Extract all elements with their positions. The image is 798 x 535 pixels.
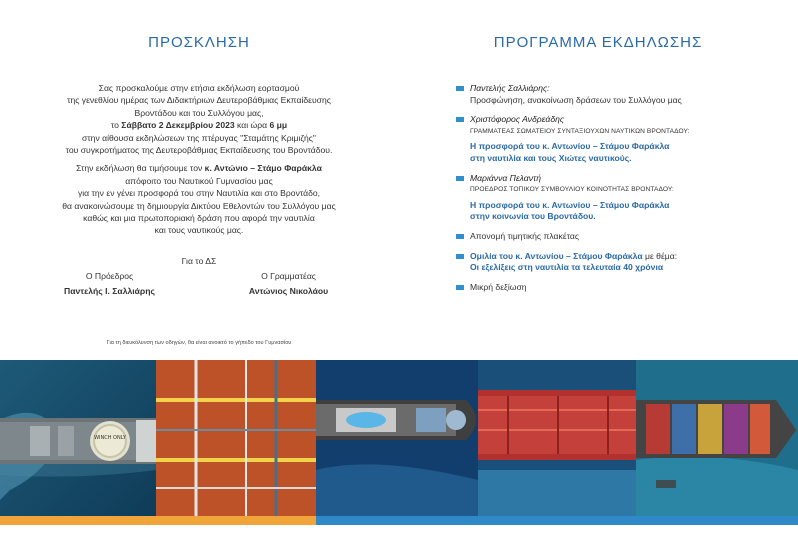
- bullet-icon: [456, 285, 464, 290]
- invitation-text: [20, 82, 378, 237]
- ship-photo-tanker-red: [478, 360, 636, 516]
- speaker-name: Παντελής Σαλλιάρης:: [470, 83, 550, 93]
- invitation-line: για την εν γένει προσφορά του στην Ναυτιλία και στο Βροντάδο,: [77, 188, 321, 199]
- talk-topic: στη ναυτιλία και τους Χιώτες ναυτικούς.: [470, 152, 632, 163]
- parking-note: Για τη διευκόλυνση των οδηγών, θα είναι ανοικτό το γήπεδο του Γυμνασίου: [106, 340, 292, 346]
- speaker-role: ΓΡΑΜΜΑΤΕΑΣ ΣΩΜΑΤΕΙΟΥ ΣΥΝΤΑΞΙΟΥΧΩΝ ΝΑΥΤΙΚΩΝ ΒΡΟΝΤΑΔΟΥ:: [470, 127, 690, 135]
- secretary-title: Ο Γραμματέας: [261, 271, 316, 281]
- invitation-line: απόφοιτο του Ναυτικού Γυμνασίου μας: [125, 175, 273, 186]
- talk-topic: στην κοινωνία του Βροντάδου.: [470, 211, 596, 222]
- bullet-icon: [456, 234, 464, 239]
- signature-names: [20, 284, 378, 299]
- speech-line: [470, 251, 786, 263]
- speaker-name: Χριστόφορος Ανδρεάδης: [470, 114, 565, 125]
- program-item: [456, 114, 786, 164]
- winch-mark-text: WINCH ONLY: [94, 435, 126, 441]
- secretary-name: Αντώνιος Νικολάου: [248, 286, 329, 296]
- invitation-line: και τους ναυτικούς μας.: [154, 225, 244, 236]
- invitation-line: του συγκροτήματος της Δευτεροβάθμιας Εκπαίδευσης του Βροντάδου.: [65, 145, 333, 156]
- program-item: [456, 251, 786, 274]
- invitation-line: θα ανακοινώσουμε τη δημιουργία Δικτύου Εθελοντών του Συλλόγου μας: [62, 200, 336, 211]
- ship-photo-container: [636, 360, 798, 516]
- text-fragment: Στην εκδήλωση θα τιμήσουμε τον: [76, 163, 205, 174]
- bullet-icon: [456, 117, 464, 122]
- honoree-line: [20, 162, 378, 174]
- program-item: [456, 231, 786, 243]
- bullet-icon: [456, 254, 464, 259]
- bottom-bar-orange: [0, 516, 316, 525]
- honoree-name: κ. Αντώνιο – Στάμο Φαράκλα: [204, 163, 322, 174]
- talk-topic: Οι εξελίξεις στη ναυτιλία τα τελευταία 40 χρόνια: [470, 262, 664, 273]
- president-name: Παντελής Ι. Σαλλιάρης: [64, 286, 155, 296]
- item-text: Απονομή τιμητικής πλακέτας: [470, 230, 580, 241]
- invitation-date-line: [20, 119, 378, 131]
- speaker-name: Μαριάννα Πελαντή: [470, 172, 541, 183]
- text-fragment: και ώρα: [234, 120, 270, 131]
- event-date: Σάββατο 2 Δεκεμβρίου 2023: [121, 120, 235, 131]
- program-heading: ΠΡΟΓΡΑΜΜΑ ΕΚΔΗΛΩΣΗΣ: [493, 34, 703, 51]
- talk-topic: Η προσφορά του κ. Αντωνίου – Στάμου Φαράκλα: [470, 199, 670, 210]
- program-item: [456, 282, 786, 294]
- ship-photo-cruise: [316, 360, 478, 516]
- invitation-line: στην αίθουσα εκδηλώσεων της πτέρυγας "Σταμάτης Κριμιζής": [81, 132, 316, 143]
- speech-suffix: με θέμα:: [642, 250, 678, 261]
- invitation-line: καθώς και μια πρωτοποριακή δράση που αφορά την ναυτιλία: [83, 213, 315, 224]
- program-item: [456, 83, 786, 106]
- ship-photo-deck: [156, 360, 316, 516]
- invitation-heading: ΠΡΟΣΚΛΗΣΗ: [148, 34, 250, 51]
- text-fragment: το: [110, 120, 122, 131]
- invitation-line: Βροντάδου και του Συλλόγου μας,: [134, 107, 264, 118]
- program-list: [456, 83, 786, 301]
- signature-titles: [20, 269, 378, 284]
- invitation-line: της γενεθλίου ημέρας των Διδακτήριων Δευτεροβάθμιας Εκπαίδευσης: [67, 95, 331, 106]
- bullet-icon: [456, 176, 464, 181]
- item-text: Μικρή δεξίωση: [470, 281, 527, 292]
- program-item: [456, 173, 786, 223]
- for-board-label: Για το ΔΣ: [181, 256, 217, 266]
- bullet-icon: [456, 86, 464, 91]
- ship-photo-tanker: [0, 360, 156, 516]
- invitation-line: Σας προσκαλούμε στην ετήσια εκδήλωση εορτασμού: [98, 83, 300, 93]
- speaker-role: ΠΡΟΕΔΡΟΣ ΤΟΠΙΚΟΥ ΣΥΜΒΟΥΛΙΟΥ ΚΟΙΝΟΤΗΤΑΣ ΒΡΟΝΤΑΔΟΥ:: [470, 186, 674, 194]
- signatures: [20, 254, 378, 299]
- talk-topic: Η προσφορά του κ. Αντωνίου – Στάμου Φαράκλα: [470, 141, 670, 152]
- item-text: Προσφώνηση, ανακοίνωση δράσεων του Συλλόγου μας: [470, 94, 682, 105]
- event-time: 6 μμ: [269, 120, 288, 131]
- bottom-bar-blue: [316, 516, 798, 525]
- speech-lead: Ομιλία του κ. Αντωνίου – Στάμου Φαράκλα: [470, 250, 643, 261]
- president-title: Ο Πρόεδρος: [85, 271, 134, 281]
